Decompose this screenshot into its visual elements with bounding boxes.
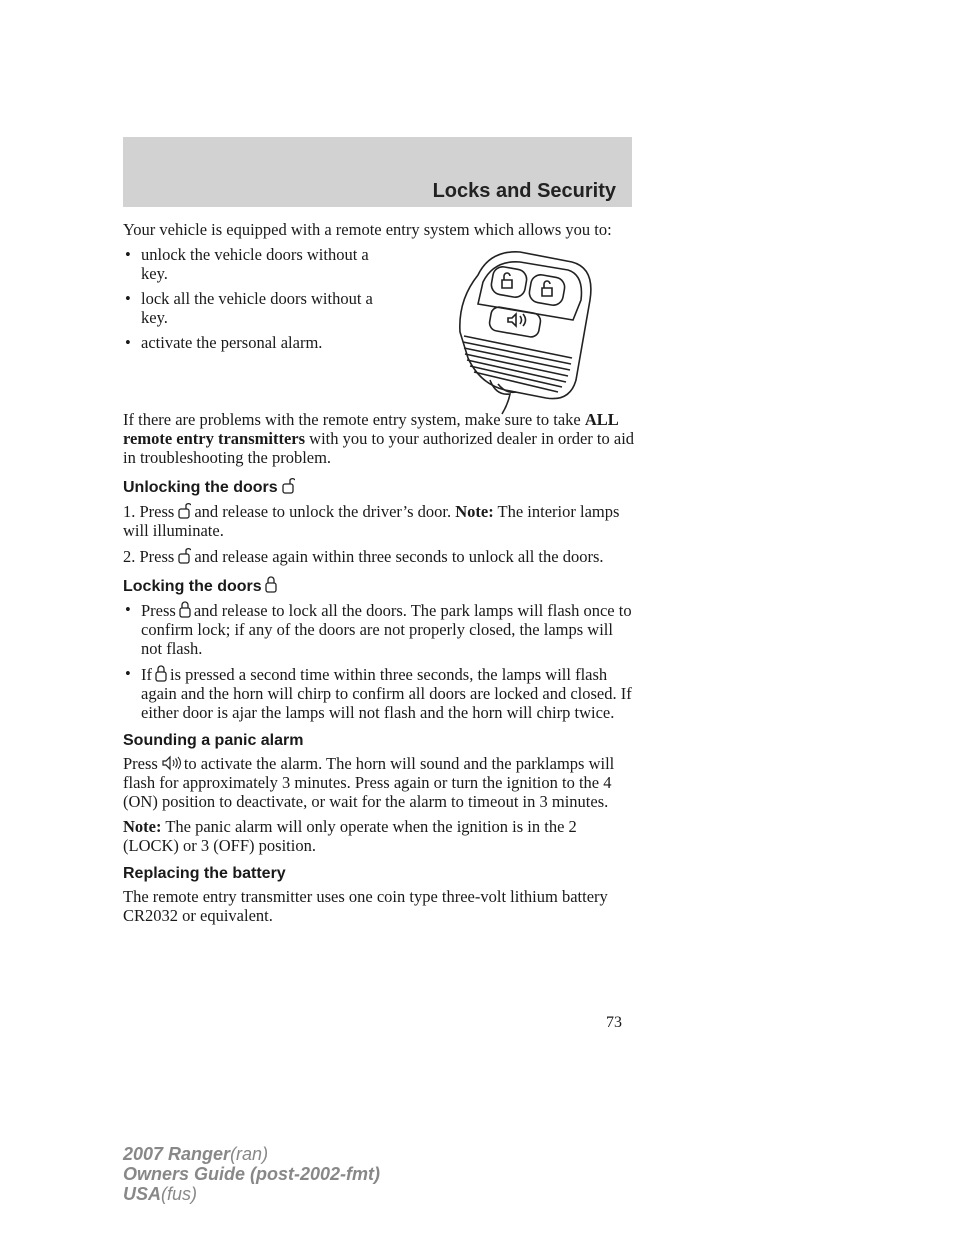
lock-icon xyxy=(155,664,167,682)
footer-line-2: Owners Guide (post-2002-fmt) xyxy=(123,1164,381,1184)
unlock-icon xyxy=(177,501,191,519)
page-number: 73 xyxy=(606,1014,622,1031)
panic-paragraph: Press to activate the alarm. The horn will sound and the parklamps will flash for approximately 3 minutes. Press again or turn the ignition to the 4 (ON) position to deactivate, or wait for the alarm to timeout in 3 minutes. xyxy=(123,754,615,811)
header-band xyxy=(123,137,632,207)
unlock-icon xyxy=(281,476,295,494)
unlock-step-2: 2. Press and release again within three seconds to unlock all the doors. xyxy=(123,547,604,566)
unlock-step-1: 1. Press and release to unlock the driver’s door. Note: The interior lamps will illuminate. xyxy=(123,502,620,540)
footer-line-1: 2007 Ranger(ran) xyxy=(123,1144,269,1164)
list-item: • lock all the vehicle doors without a key. xyxy=(125,289,373,327)
unlock-icon xyxy=(177,546,191,564)
problems-bold: ALL remote entry transmitters xyxy=(123,410,618,448)
list-item: • unlock the vehicle doors without a key. xyxy=(125,245,369,283)
list-item: • activate the personal alarm. xyxy=(125,333,323,352)
footer-line-3: USA(fus) xyxy=(123,1184,198,1204)
problems-paragraph: If there are problems with the remote entry system, make sure to take ALL remote entry transmitters with you to your authorized dealer in order to aid in troubleshooting the problem. xyxy=(123,410,635,467)
footer xyxy=(123,1144,380,1204)
intro-text: Your vehicle is equipped with a remote entry system which allows you to: xyxy=(123,220,612,239)
intro-bullets xyxy=(123,245,398,352)
section-title: Locks and Security xyxy=(432,180,616,202)
page-content xyxy=(123,220,635,931)
locking-bullets xyxy=(123,600,635,722)
panic-heading: Sounding a panic alarm xyxy=(123,732,304,749)
battery-paragraph: The remote entry transmitter uses one coin type three-volt lithium battery CR2032 or equivalent. xyxy=(123,887,608,925)
lock-icon xyxy=(265,575,277,593)
panic-note: Note: The panic alarm will only operate when the ignition is in the 2 (LOCK) or 3 (OFF) position. xyxy=(123,817,577,855)
unlocking-heading: Unlocking the doors xyxy=(123,476,635,497)
locking-heading: Locking the doors xyxy=(123,575,635,596)
lock-icon xyxy=(179,600,191,618)
list-item: • If is pressed a second time within three seconds, the lamps will flash again and the horn will chirp to confirm all doors are locked and closed. If either door is ajar the lamps will not flash and the horn will chirp twice. xyxy=(125,664,632,722)
panic-alarm-icon xyxy=(161,755,181,771)
battery-heading: Replacing the battery xyxy=(123,865,286,882)
list-item: • Press and release to lock all the doors. The park lamps will flash once to confirm lock; if any of the doors are not properly closed, the lamps will not flash. xyxy=(125,600,632,658)
